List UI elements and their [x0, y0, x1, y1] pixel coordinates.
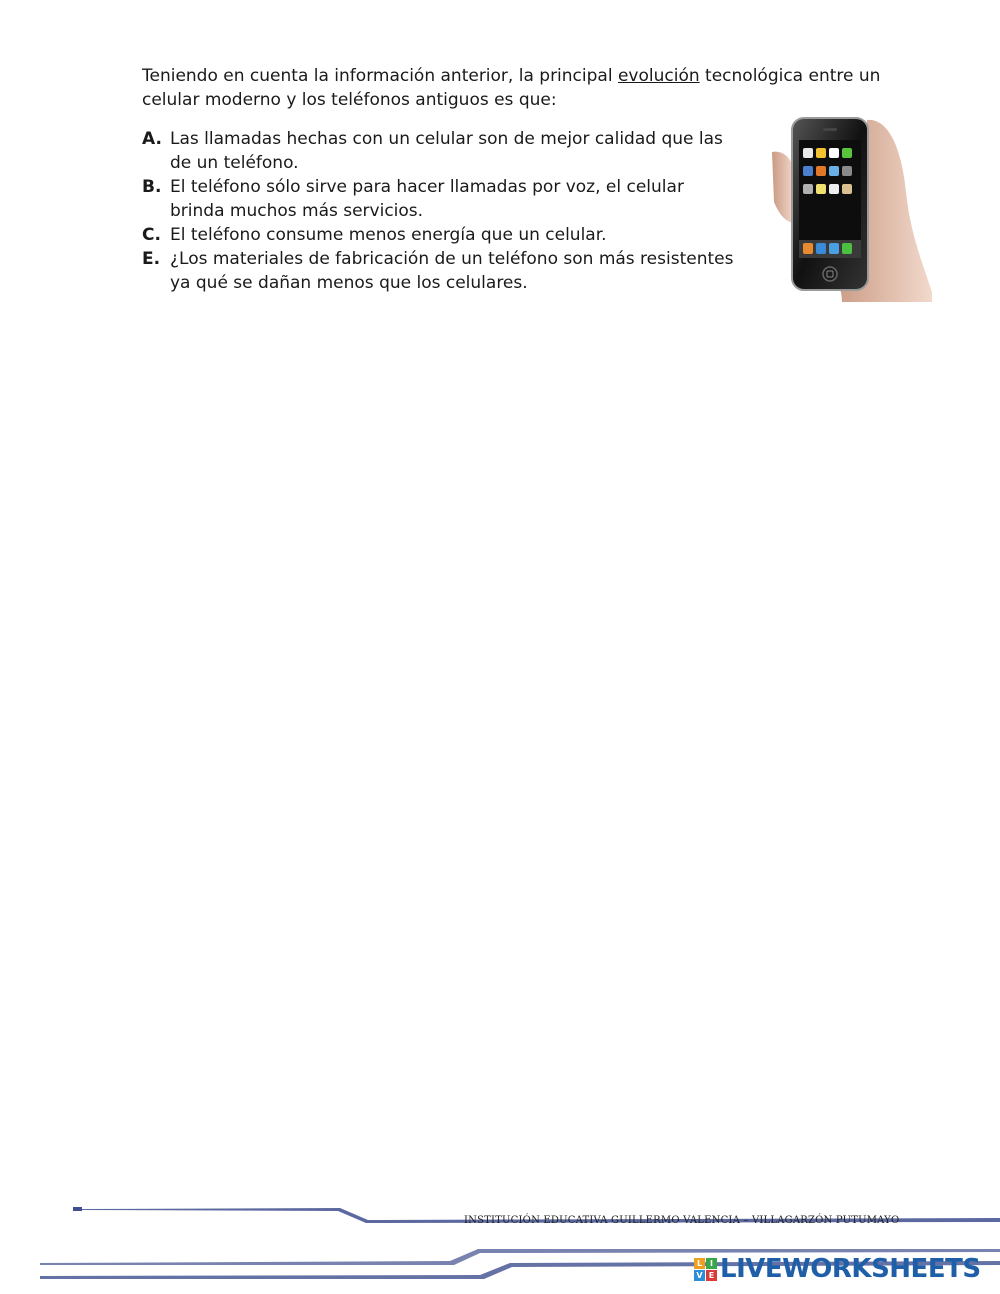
liveworksheets-logo	[694, 1254, 981, 1284]
intro-underlined-word: evolución	[617, 66, 700, 86]
intro-text-before: Teniendo en cuenta la información anterior, la principal	[142, 66, 618, 86]
intro-text-after: tecnológica entre un celular moderno y los teléfonos antiguos es que:	[142, 66, 881, 110]
logo-letter-l: L	[694, 1258, 705, 1269]
option-text: El teléfono consume menos energía que un celular.	[170, 225, 607, 245]
option-e	[142, 247, 742, 295]
liveworksheets-brand-text: LIVEWORKSHEETS	[720, 1254, 981, 1284]
liveworksheets-squares-icon	[694, 1258, 717, 1281]
option-text: Las llamadas hechas con un celular son de mejor calidad que las de un teléfono.	[170, 129, 723, 173]
logo-letter-e: E	[706, 1270, 717, 1281]
option-letter: A.	[142, 129, 162, 149]
option-b	[142, 175, 742, 223]
option-letter: C.	[142, 225, 161, 245]
hand-holding-smartphone-icon	[772, 112, 932, 302]
answer-options	[142, 127, 742, 295]
option-letter: E.	[142, 249, 161, 269]
logo-letter-i: I	[706, 1258, 717, 1269]
school-name: INSTITUCIÓN EDUCATIVA GUILLERMO VALENCIA – VILLAGARZÓN PUTUMAYO	[464, 1215, 900, 1226]
option-text: ¿Los materiales de fabricación de un teléfono son más resistentes ya qué se dañan menos que los celulares.	[170, 249, 734, 293]
question-intro	[142, 64, 882, 112]
option-c	[142, 223, 742, 247]
option-a	[142, 127, 742, 175]
option-text: El teléfono sólo sirve para hacer llamadas por voz, el celular brinda muchos más servicios.	[170, 177, 684, 221]
logo-letter-v: V	[694, 1270, 705, 1281]
option-letter: B.	[142, 177, 162, 197]
